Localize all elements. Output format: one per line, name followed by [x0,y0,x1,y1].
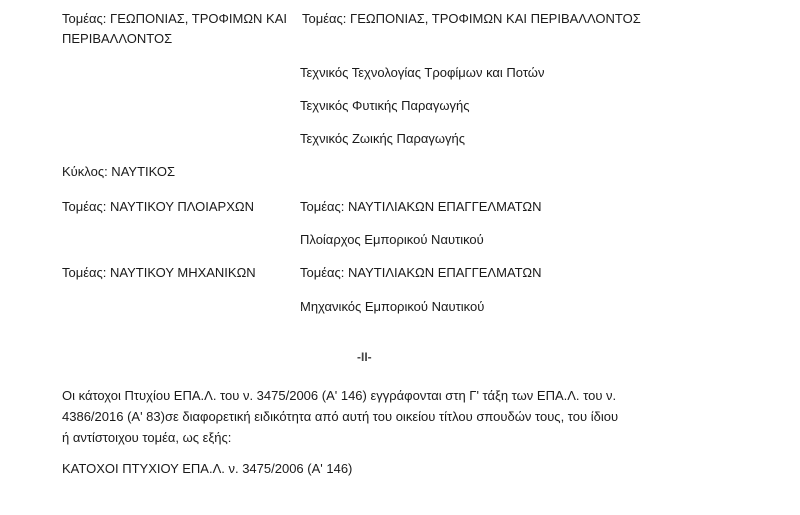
paragraph-line2: 4386/2016 (Α' 83)σε διαφορετική ειδικότητα από αυτή του οικείου τίτλου σπουδών τους, του ίδιου [62,409,619,424]
specialty-merchant-captain: Πλοίαρχος Εμπορικού Ναυτικού [300,232,484,247]
sector-right: Τομέας: ΓΕΩΠΟΝΙΑΣ, ΤΡΟΦΙΜΩΝ ΚΑΙ ΠΕΡΙΒΑΛΛΟΝΤΟΣ [302,11,641,26]
specialty-animal-production: Τεχνικός Ζωικής Παραγωγής [300,131,466,146]
sector-captains-left: Τομέας: ΝΑΥΤΙΚΟΥ ΠΛΟΙΑΡΧΩΝ [62,199,255,214]
paragraph-line3: ή αντίστοιχου τομέα, ως εξής: [62,430,232,445]
sector-left-line1: Τομέας: ΓΕΩΠΟΝΙΑΣ, ΤΡΟΦΙΜΩΝ ΚΑΙ [62,11,287,26]
paragraph-line1: Οι κάτοχοι Πτυχίου ΕΠΑ.Λ. του ν. 3475/2006 (Α' 146) εγγράφονται στη Γ' τάξη των ΕΠΑ.Λ. του ν. [62,388,617,403]
specialty-plant-production: Τεχνικός Φυτικής Παραγωγής [300,98,470,113]
sector-maritime-right-1: Τομέας: ΝΑΥΤΙΛΙΑΚΩΝ ΕΠΑΓΓΕΛΜΑΤΩΝ [300,199,542,214]
specialty-merchant-engineer: Μηχανικός Εμπορικού Ναυτικού [300,299,485,314]
sector-left-line2: ΠΕΡΙΒΑΛΛΟΝΤΟΣ [62,31,173,46]
cycle-label: Κύκλος: ΝΑΥΤΙΚΟΣ [62,164,176,179]
holders-heading: ΚΑΤΟΧΟΙ ΠΤΥΧΙΟΥ ΕΠΑ.Λ. ν. 3475/2006 (Α' 146) [62,461,353,476]
section-marker: -ΙΙ- [357,350,372,364]
specialty-food-technology: Τεχνικός Τεχνολογίας Τροφίμων και Ποτών [300,65,545,80]
sector-engineers-left: Τομέας: ΝΑΥΤΙΚΟΥ ΜΗΧΑΝΙΚΩΝ [62,265,256,280]
sector-maritime-right-2: Τομέας: ΝΑΥΤΙΛΙΑΚΩΝ ΕΠΑΓΓΕΛΜΑΤΩΝ [300,265,542,280]
